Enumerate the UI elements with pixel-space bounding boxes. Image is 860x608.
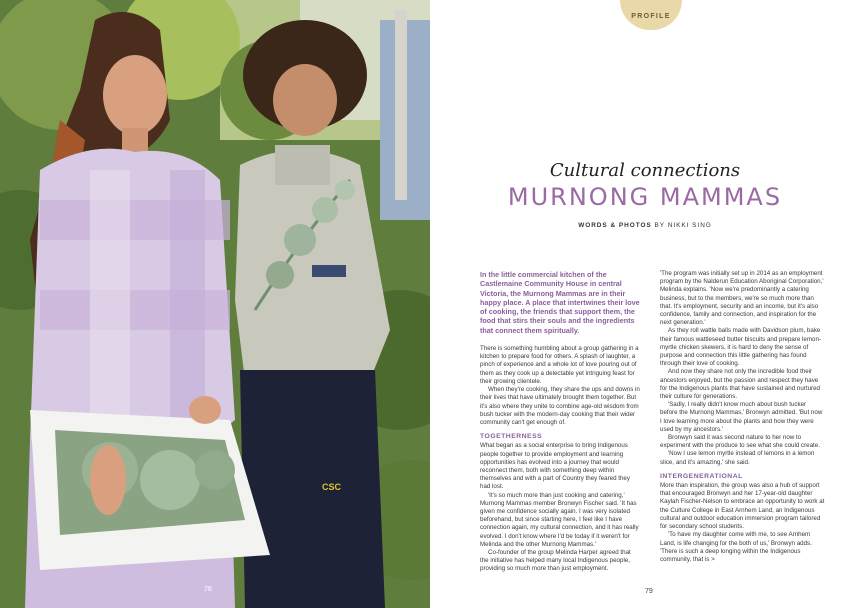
article-page xyxy=(430,0,860,608)
page-number-right: 79 xyxy=(645,588,653,595)
article-headline: MURNONG MAMMAS xyxy=(507,183,783,211)
byline xyxy=(430,222,860,229)
paragraph: More than inspiration, the group was also a hub of support that encouraged Bronwyn and her 17-year-old daughter Kaylah Fischer-Nelson to embrace an opportunity to work at the Culture College in East Arnhem Land, an Indigenous cultural and outdoor education immersion program tailored for secondary school students. xyxy=(660,482,825,531)
article-kicker: Cultural connections xyxy=(549,160,741,181)
byline-label: WORDS & PHOTOS xyxy=(578,222,652,229)
paragraph: 'Now I use lemon myrtle instead of lemons in a lemon slice, and it's amazing,' she said. xyxy=(660,450,815,466)
column-right xyxy=(660,270,825,564)
paragraph: When they're cooking, they share the ups and downs in their lives that have ultimately brought them together. But it's also where they unite to combine age-old wisdom from bush tucker with the modern-day cooking that their wider community can't get enough of. xyxy=(480,386,640,426)
page-number-left: 78 xyxy=(204,586,212,593)
paragraph: 'The program was initially set up in 2014 as an employment program by the Nalderun Education Aboriginal Corporation,' Melinda explains. 'Now we're predominantly a catering business, but to the members, we're so much more than that. It's employment, security and an income, but it's also confidence, family and connection, and inspiration for the next generation.' xyxy=(660,270,824,327)
subhead-intergenerational: INTERGENERATIONAL xyxy=(660,472,743,480)
byline-author: BY NIKKI SING xyxy=(654,222,712,229)
paragraph: As they roll wattle balls made with Davidson plum, bake their famous wattleseed butter biscuits and prepare lemon-myrtle chicken skewers, it is hard to deny the sense of purpose and connection this little gathering has found through their love of cooking. xyxy=(660,327,821,368)
paragraph: And now they share not only the incredible food their ancestors enjoyed, but the passion and respect they have for the Indigenous plants that have sustained and nurtured their culture for generations. xyxy=(660,368,820,401)
paragraph: 'To have my daughter come with me, to see Arnhem Land, is life changing for the both of us,' Bronwyn adds. 'There is such a deep longing within the Indigenous community, that is > xyxy=(660,531,812,563)
paragraph: 'It's so much more than just cooking and catering,' Murnong Mammas member Bronwyn Fischer said. 'It has given me confidence socially again. I was very isolated beforehand, but since starting here, I feel like I have connection again, my cultural connection, and it has really evolved. I don't know where I'd be today if it weren't for Melinda and the other Murnong Mammas.' xyxy=(480,491,639,548)
paragraph: Bronwyn said it was second nature to her now to experiment with the produce to see what she could create. xyxy=(660,434,820,450)
column-left xyxy=(480,270,640,574)
paragraph: 'Sadly, I really didn't know much about bush tucker before the Murnong Mammas,' Bronwyn admitted. 'But now I love learning more about the plants and how they were used by my ancestors.' xyxy=(660,401,823,433)
profile-label: PROFILE xyxy=(631,13,671,20)
paragraph: There is something humbling about a group gathering in a kitchen to prepare food for others. A splash of laughter, a pinch of experience and a whole lot of love pouring out of them as they cook up a delectable yet intriguing feast for their growing clientele. xyxy=(480,345,639,385)
article-intro: In the little commercial kitchen of the Castlemaine Community House in central Victoria, the Murnong Mammas are in their happy place. A place that intertwines their love of cooking, the friends that support them, the food that stirs their souls and the ingredients that connect them spiritually. xyxy=(480,270,640,335)
shirt-logo: CSC xyxy=(322,482,342,492)
paragraph: What began as a social enterprise to bring Indigenous people together to provide employment and learning opportunities has evolved into a journey that would reconnect them, both with something deep within themselves and with a part of Country they feared they had lost. xyxy=(480,442,630,491)
profile-tab xyxy=(620,0,682,30)
subhead-togetherness: TOGETHERNESS xyxy=(480,433,543,441)
paragraph: Co-founder of the group Melinda Harper agreed that the initiative has helped many local Indigenous people, providing so much more than just employment. xyxy=(480,548,631,573)
